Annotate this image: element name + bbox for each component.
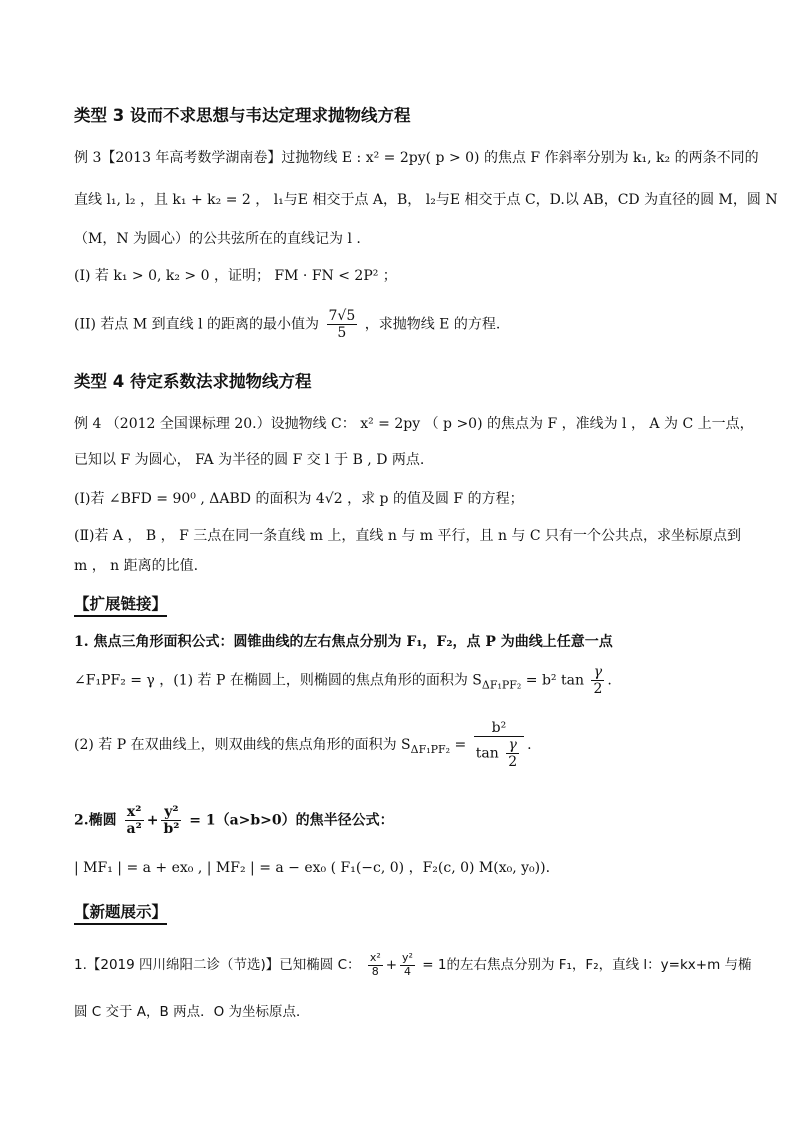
example-4-line-1: 例 4 （2012 全国课标理 20.）设抛物线 C： x² = 2py （ p >0) 的焦点为 F ，准线为 l ， A 为 C 上一点，: [74, 416, 754, 432]
y2-over-4: [400, 952, 415, 978]
new-problem-1-line-1: [74, 951, 752, 978]
area-subscript: ΔF₁PF₂: [481, 678, 522, 692]
problem-intro: 1.【2019 四川绵阳二诊（节选)】已知椭圆 C：: [74, 957, 361, 974]
focal-radius-title: = 1（a>b>0）的焦半径公式：: [189, 812, 394, 829]
x-squared: x²: [125, 804, 144, 821]
b-squared-2: b²: [163, 821, 180, 838]
example-3-part-2: [74, 308, 746, 341]
a-squared: a²: [126, 821, 142, 838]
example-3-line-3: （M，N 为圆心）的公共弦所在的直线记为 l .: [74, 231, 361, 247]
part-2-text: (II) 若点 M 到直线 l 的距离的最小值为: [74, 316, 320, 333]
gamma-numerator: γ: [591, 664, 604, 681]
new-problem-1-line-2: 圆 C 交于 A，B 两点．O 为坐标原点．: [74, 1004, 310, 1020]
ext-item-2: [74, 804, 746, 837]
plus-sign-2: +: [385, 957, 398, 974]
example-4-line-2: 已知以 F 为圆心， FA 为半径的圆 F 交 l 于 B , D 两点.: [74, 452, 425, 468]
period-2: .: [527, 737, 532, 754]
x2-over-a2: [125, 804, 144, 837]
tan-expression: = b² tan: [521, 672, 584, 689]
example-3-line-2: 直线 l₁, l₂ ，且 k₁ + k₂ = 2 ， l₁与E 相交于点 A，B， l₂与E 相交于点 C，D.以 AB，CD 为直径的圆 M，圆 N: [74, 192, 778, 208]
eight: 8: [371, 964, 379, 978]
example-4-part-2: (Ⅱ)若 A ， B ， F 三点在同一条直线 m 上，直线 n 与 m 平行，且 n 与 C 只有一个公共点，求坐标原点到: [74, 528, 742, 544]
example-3-line-1: 例 3【2013 年高考数学湖南卷】过抛物线 E : x² = 2py( p > 0) 的焦点 F 作斜率分别为 k₁, k₂ 的两条不同的: [74, 150, 759, 166]
gamma-over-two-2: [506, 737, 519, 770]
problem-rest: = 1的左右焦点分别为 F₁，F₂，直线 l：y=kx+m 与椭: [422, 957, 752, 974]
hyperbola-case-text: (2) 若 P 在双曲线上，则双曲线的焦点角形的面积为 S: [74, 737, 411, 754]
heading-type-3: 类型 3 设而不求思想与韦达定理求抛物线方程: [74, 106, 411, 125]
two-denominator-2: 2: [508, 754, 518, 771]
y-squared: y²: [161, 804, 181, 821]
two-denominator: 2: [593, 681, 603, 698]
example-3-part-1: (I) 若 k₁ > 0, k₂ > 0 ，证明； FM · FN < 2P² ；: [74, 268, 397, 284]
x2-over-8: [368, 952, 383, 978]
section-new-problems: 【新题展示】: [74, 902, 167, 925]
b-squared: b²: [474, 720, 524, 737]
area-subscript-2: ΔF₁PF₂: [410, 742, 451, 756]
ext-item-1-line-3: [74, 720, 746, 770]
ext-item-1-line-1: 1. 焦点三角形面积公式：圆锥曲线的左右焦点分别为 F₁，F₂，点 P 为曲线上任意一点: [74, 634, 613, 650]
x-squared-2: x²: [369, 951, 381, 964]
extension-heading-wrap: [74, 594, 746, 617]
section-extension-links: 【扩展链接】: [74, 594, 167, 617]
tan-gamma-half: [474, 737, 524, 770]
new-heading-wrap: [74, 902, 746, 925]
y-squared-2: y²: [402, 951, 413, 964]
min-distance-fraction: [327, 308, 358, 341]
gamma-numerator-2: γ: [506, 737, 519, 754]
fraction-numerator: 7√5: [328, 308, 356, 324]
gamma-over-two: [591, 664, 604, 697]
focal-radius-formula: | MF₁ | = a + ex₀ , | MF₂ | = a − ex₀ ( F₁(−c, 0) ，F₂(c, 0) M(x₀, y₀)).: [74, 860, 551, 876]
hyperbola-area-fraction: [474, 720, 524, 770]
equals: =: [450, 737, 467, 754]
y2-over-b2: [161, 804, 181, 837]
tan-label: tan: [475, 745, 499, 762]
ellipse-label: 2.椭圆: [74, 812, 117, 829]
ext-item-1-line-2: [74, 664, 746, 697]
plus-sign: +: [146, 812, 159, 829]
example-4-part-2-cont: m ， n 距离的比值.: [74, 558, 199, 574]
example-4-part-1: (Ⅰ)若 ∠BFD = 90⁰ , ΔABD 的面积为 4√2 ，求 p 的值及圆 F 的方程；: [74, 491, 524, 507]
fraction-denominator: 5: [337, 325, 347, 342]
ellipse-case-text: ∠F₁PF₂ = γ ，(1) 若 P 在椭圆上，则椭圆的焦点角形的面积为 S: [74, 672, 482, 689]
period: .: [607, 672, 612, 689]
part-2-tail: ，求抛物线 E 的方程.: [364, 316, 501, 333]
four: 4: [404, 964, 411, 978]
heading-type-4: 类型 4 待定系数法求抛物线方程: [74, 372, 312, 391]
